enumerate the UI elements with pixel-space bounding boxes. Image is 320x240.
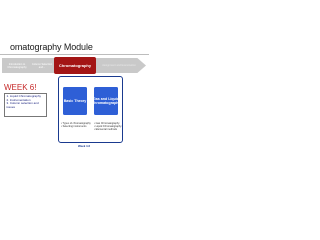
topic-item: issues [6, 104, 16, 109]
topic-item: 1. Liquid Chromatography [6, 94, 42, 98]
basic-theory-block: Basic Theory [63, 87, 87, 115]
arrow-stage-2: Column Selection and... [31, 62, 53, 69]
arrow-stage-4: Assignment and Examination [102, 64, 136, 67]
chromatography-stage-box: Chromatography [54, 57, 96, 74]
slide [0, 42, 149, 149]
week-topics-box [4, 93, 47, 117]
bullet-item: • Gas Chromatography [94, 122, 120, 125]
bullet-item: • Selecting instruments [61, 125, 87, 129]
week-heading: WEEK 6! [4, 83, 37, 92]
topic-item: 2. Instrumentation [6, 97, 31, 102]
bullet-item: • Elemental methods [94, 128, 117, 132]
week-range-label: Week 4-6 [78, 144, 91, 148]
bullet-item: • Liquid Chromatography [94, 125, 122, 129]
gas-liquid-chromatography-block: Gas and Liquid Chromatography [94, 87, 118, 115]
topic-item: 3. Column selection and [6, 101, 39, 106]
slide-title: omatography Module [10, 42, 93, 52]
gas-liquid-bullets [94, 122, 122, 132]
arrow-stage-1: Introduction to Chromatography [7, 62, 27, 69]
basic-theory-bullets [61, 122, 91, 128]
bullet-item: • Types of chromatography [61, 122, 91, 125]
title-divider [0, 54, 149, 55]
